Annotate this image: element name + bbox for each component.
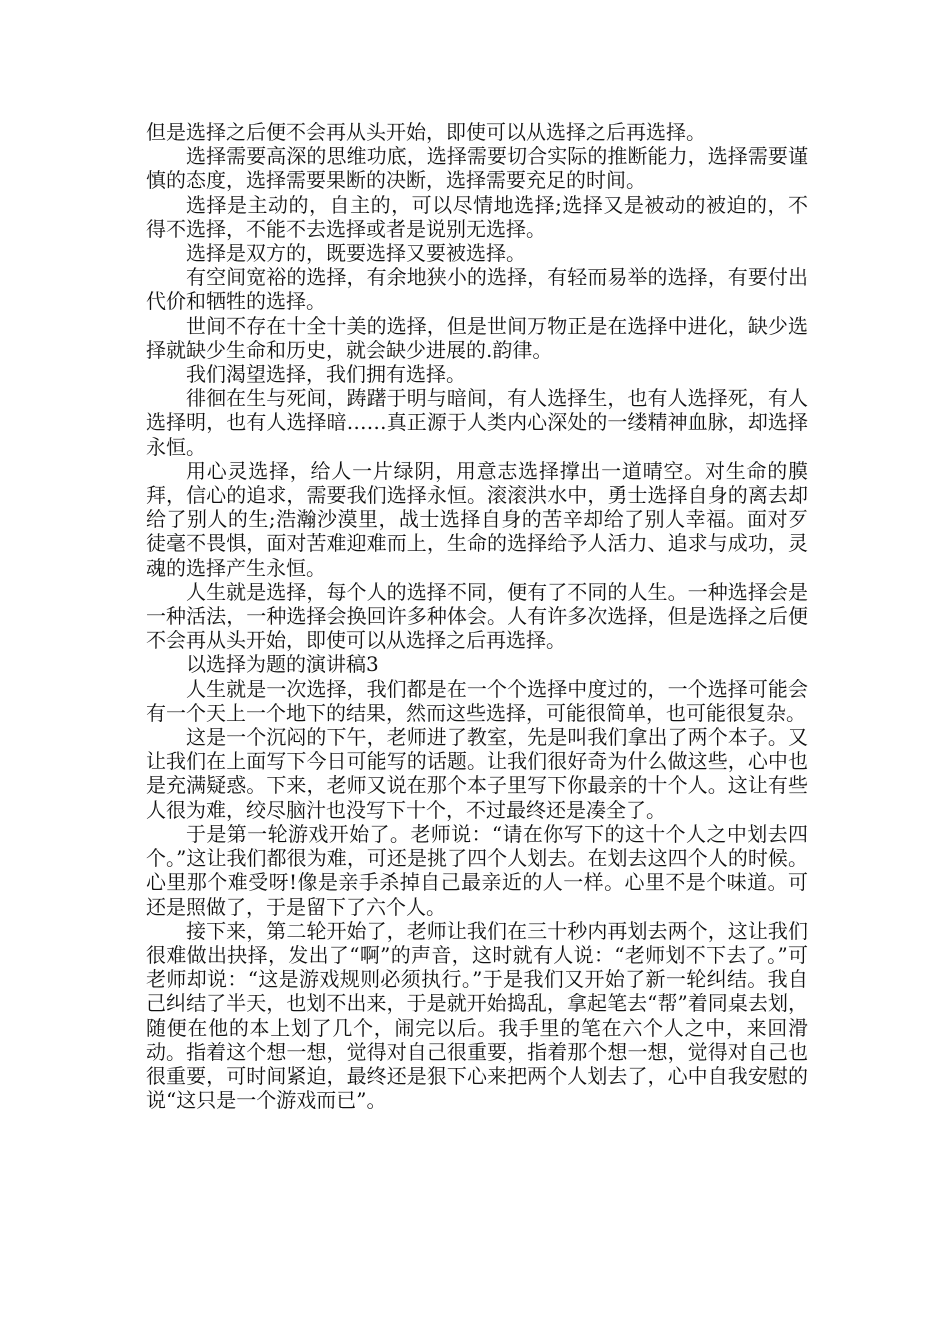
paragraph: 有空间宽裕的选择，有余地狭小的选择，有轻而易举的选择，有要付出代价和牺牲的选择。 [146, 265, 808, 314]
paragraph: 这是一个沉闷的下午，老师进了教室，先是叫我们拿出了两个本子。又让我们在上面写下今日可能写的话题。让我们很好奇为什么做这些，心中也是充满疑惑。下来，老师又说在那个本子里写下你最亲的十个人。这让有些人很为难，绞尽脑汁也没写下十个，不过最终还是凑全了。 [146, 725, 808, 822]
paragraph: 选择是双方的，既要选择又要被选择。 [186, 241, 526, 266]
paragraph: 人生就是一次选择，我们都是在一个个选择中度过的，一个选择可能会有一个天上一个地下的结果，然而这些选择，可能很简单，也可能很复杂。 [146, 676, 808, 725]
section-heading: 以选择为题的演讲稿3 [186, 652, 379, 677]
paragraph: 世间不存在十全十美的选择，但是世间万物正是在选择中进化，缺少选择就缺少生命和历史，就会缺少进展的.韵律。 [146, 313, 808, 362]
paragraph: 选择是主动的，自主的，可以尽情地选择;选择又是被动的被迫的，不得不选择，不能不去选择或者是说别无选择。 [146, 192, 808, 241]
paragraph-continuation: 但是选择之后便不会再从头开始，即使可以从选择之后再选择。 [146, 120, 706, 144]
paragraph: 于是第一轮游戏开始了。老师说：“请在你写下的这十个人之中划去四个。”这让我们都很为难，可还是挑了四个人划去。在划去这四个人的时候。心里那个难受呀!像是亲手杀掉自己最亲近的人一样。心里不是个味道。可还是照做了，于是留下了六个人。 [146, 821, 808, 919]
paragraph: 人生就是选择，每个人的选择不同，便有了不同的人生。一种选择会是一种活法，一种选择会换回许多种体会。人有许多次选择，但是选择之后便不会再从头开始，即使可以从选择之后再选择。 [146, 579, 808, 653]
paragraph: 我们渴望选择，我们拥有选择。 [186, 362, 466, 387]
document-page [146, 120, 808, 1112]
paragraph: 用心灵选择，给人一片绿阴，用意志选择撑出一道晴空。对生命的膜拜，信心的追求，需要我们选择永恒。滚滚洪水中，勇士选择自身的离去却给了别人的生;浩瀚沙漠里，战士选择自身的苦辛却给了别人幸福。面对歹徒毫不畏惧，面对苦难迎难而上，生命的选择给予人活力、追求与成功，灵魂的选择产生永恒。 [146, 458, 808, 580]
paragraph: 接下来，第二轮开始了，老师让我们在三十秒内再划去两个，这让我们很难做出抉择，发出了“啊”的声音，这时就有人说：“老师划不下去了。”可老师却说：“这是游戏规则必须执行。”于是我们又开始了新一轮纠结。我自己纠结了半天，也划不出来，于是就开始捣乱，拿起笔去“帮”着同桌去划，随便在他的本上划了几个，闹完以后。我手里的笔在六个人之中，来回滑动。指着这个想一想，觉得对自己很重要，指着那个想一想，觉得对自己也很重要，可时间紧迫，最终还是狠下心来把两个人划去了，心中自我安慰的说“这只是一个游戏而已”。 [146, 918, 808, 1113]
paragraph: 选择需要高深的思维功底，选择需要切合实际的推断能力，选择需要谨慎的态度，选择需要果断的决断，选择需要充足的时间。 [146, 144, 808, 193]
paragraph: 徘徊在生与死间，踌躇于明与暗间，有人选择生，也有人选择死，有人选择明，也有人选择暗……真正源于人类内心深处的一缕精神血脉，却选择永恒。 [146, 386, 808, 459]
